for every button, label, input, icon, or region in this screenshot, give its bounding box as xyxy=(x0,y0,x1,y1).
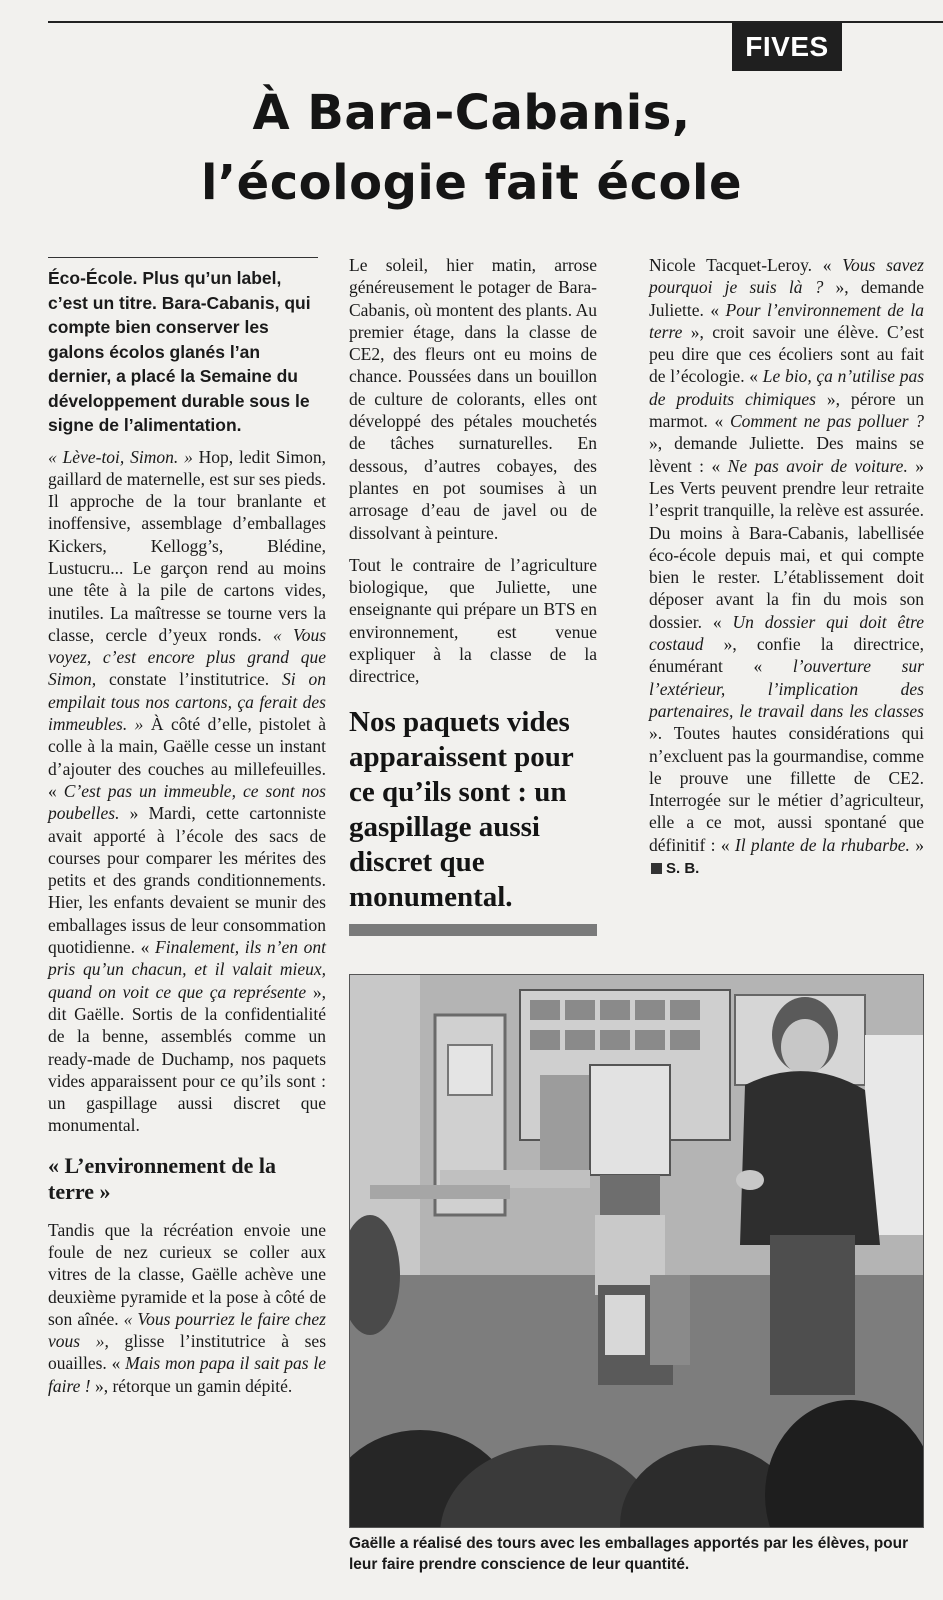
body-paragraph: Le soleil, hier matin, arrose généreusement le potager de Bara-Cabanis, où montent des plants. Au premier étage, dans la classe de CE2, des fleurs ont eu moins de chance. Poussées dans un bouillon de culture de colorants, elles ont développé des pétales mouchetés de tâches surnaturelles. En dessous, d’autres cobayes, des plantes en pot soumises à un arrosage d’eau de javel ou de dissolvant à peinture. xyxy=(349,255,597,543)
column-3 xyxy=(649,254,924,880)
column-1 xyxy=(48,254,326,1397)
photo-caption: Gaëlle a réalisé des tours avec les emballages apportés par les élèves, pour leur faire prendre conscience de leur quantité. xyxy=(349,1535,909,1573)
pull-quote: Nos paquets vides apparaissent pour ce qu’ils sont : un gaspillage aussi discret que monumental. xyxy=(349,706,574,913)
classroom-photo-drawing xyxy=(350,975,924,1528)
body-paragraph: « Lève-toi, Simon. » Hop, ledit Simon, gaillard de maternelle, est sur ses pieds. Il approche de la tour branlante et inoffensive, assemblage d’emballages Kickers, Kellogg’s, Blédine, Lustucru... Le garçon rend au moins une tête à la pile de cartons vides, inutiles. La maîtresse se tourne vers la classe, cercle d’yeux ronds. « Vous voyez, c’est encore plus grand que Simon, constate l’institutrice. Si on empilait tous nos cartons, ça ferait des immeubles. » À côté d’elle, pistolet à colle à la main, Gaëlle cesse un instant d’ajouter des couches au millefeuilles. « C’est pas un immeuble, ce sont nos poubelles. » Mardi, cette cartonniste avait apporté à l’école des sacs de courses pour comparer les mérites des petits et des grands conditionnements. Hier, les enfants devaient se munir des emballages issus de leur consommation quotidienne. « Finalement, ils n’en ont pris qu’un chacun, et il valait mieux, quand on voit ce que ça représente », dit Gaëlle. Sortis de la confidentialité de la benne, assemblés comme un ready-made de Duchamp, nos paquets vides apparaissent pour ce qu’ils sont : un gaspillage aussi discret que monumental. xyxy=(48,446,327,1136)
byline: S. B. xyxy=(666,860,700,878)
end-square-icon xyxy=(651,863,662,874)
column-2 xyxy=(349,254,597,688)
headline-line-2: l’écologie fait école xyxy=(200,155,743,211)
body-paragraph: Tout le contraire de l’agriculture biologique, que Juliette, une enseignante qui prépare un BTS en environnement, est venue expliquer à la classe de la directrice, xyxy=(349,554,597,687)
body-paragraph: Nicole Tacquet-Leroy. « Vous savez pourquoi je suis là ? », demande Juliette. « Pour l’environnement de la terre », croit savoir une élève. C’est peu dire que ces écoliers sont au fait de l’écologie. « Le bio, ça n’utilise pas de produits chimiques », pérore un marmot. « Comment ne pas polluer ? », demande Juliette. Des mains se lèvent : « Ne pas avoir de voiture. » Les Verts peuvent prendre leur retraite l’esprit tranquille, la relève est assurée. Du moins à Bara-Cabanis, labellisée éco-école depuis mai, et qui compte bien le rester. L’établissement doit déposer avant la fin du mois son dossier. « Un dossier qui doit être costaud », confie la directrice, énumérant « l’ouverture sur l’extérieur, l’implication des partenaires, le travail dans les classes ». Toutes hautes considérations qui n’excluent pas la gourmandise, comme le prouve une fillette de CE2. Interrogée sur le métier d’agriculteur, elle a ce mot, aussi spontané que définitif : « Il plante de la rhubarbe. » S. B. xyxy=(649,255,925,878)
lead-paragraph: Éco-École. Plus qu’un label, c’est un titre. Bara-Cabanis, qui compte bien conserver les galons écolos glanés l’an dernier, a placé la Semaine du développement durable sous le signe de l’alimentation. xyxy=(48,268,311,435)
headline-line-1: À Bara-Cabanis, xyxy=(252,85,691,141)
section-tag: FIVES xyxy=(732,23,842,71)
classroom-photo xyxy=(349,974,924,1528)
subheading: « L’environnement de la terre » xyxy=(48,1152,276,1204)
pull-quote-bar xyxy=(349,924,597,936)
body-paragraph: Tandis que la récréation envoie une foule de nez curieux se coller aux vitres de la classe, Gaëlle achève une deuxième pyramide et la pose à côté de son aînée. « Vous pourriez le faire chez vous », glisse l’institutrice à ses ouailles. « Mais mon papa il sait pas le faire ! », rétorque un gamin dépité. xyxy=(48,1219,327,1396)
headline xyxy=(0,78,943,218)
